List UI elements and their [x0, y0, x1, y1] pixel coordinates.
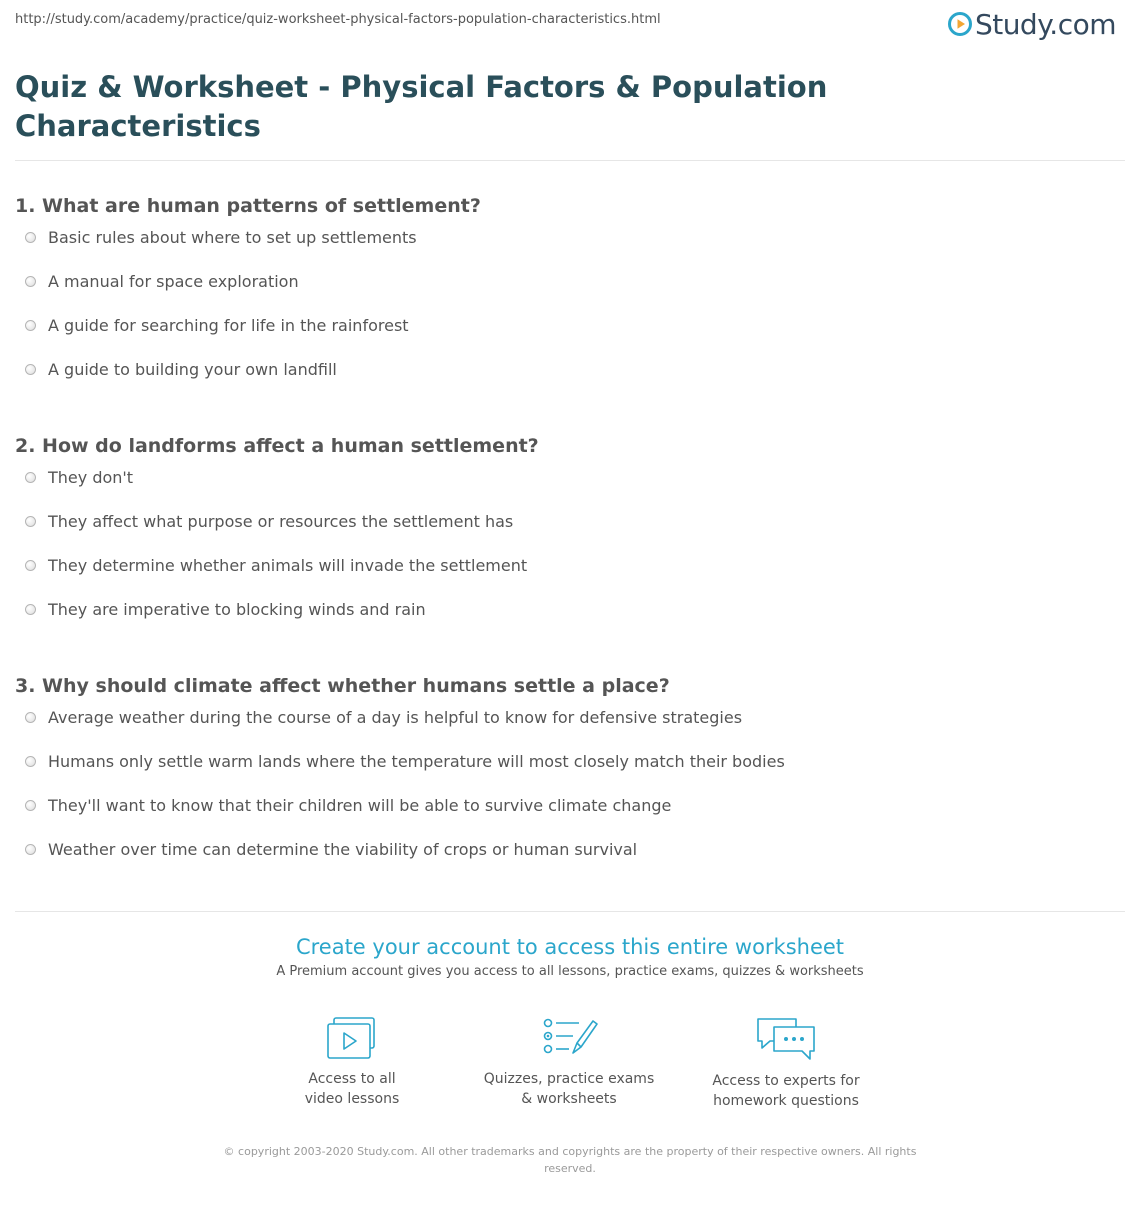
- answer-label: Humans only settle warm lands where the temperature will most closely match their bodies: [48, 752, 785, 771]
- radio-button[interactable]: [25, 756, 36, 767]
- title-divider: [15, 160, 1125, 161]
- answer-option[interactable]: [15, 316, 417, 360]
- answer-label: Weather over time can determine the viability of crops or human survival: [48, 840, 638, 859]
- answer-option[interactable]: [15, 272, 417, 316]
- question-text: 2. How do landforms affect a human settlement?: [15, 435, 539, 457]
- answer-option[interactable]: [15, 512, 527, 556]
- radio-button[interactable]: [25, 560, 36, 571]
- answer-label: A guide for searching for life in the rainforest: [48, 316, 409, 335]
- chat-bubbles-icon: [754, 1015, 818, 1063]
- answer-option[interactable]: [15, 600, 527, 644]
- page-title: Quiz & Worksheet - Physical Factors & Population Characteristics: [15, 70, 828, 143]
- feature-quizzes: [469, 1015, 669, 1109]
- page-url: http://study.com/academy/practice/quiz-worksheet-physical-factors-population-characteristics.html: [15, 12, 661, 27]
- play-circle-icon: [948, 12, 972, 36]
- signup-promo: [0, 932, 1140, 979]
- question-3: [15, 674, 1115, 859]
- study-logo[interactable]: [948, 6, 1116, 42]
- question-text: 1. What are human patterns of settlement?: [15, 195, 481, 217]
- answer-options: [15, 228, 417, 404]
- radio-button[interactable]: [25, 712, 36, 723]
- promo-subtitle: A Premium account gives you access to all lessons, practice exams, quizzes & worksheets: [276, 964, 864, 979]
- answer-label: They'll want to know that their children will be able to survive climate change: [48, 796, 672, 815]
- radio-button[interactable]: [25, 232, 36, 243]
- answer-option[interactable]: [15, 556, 527, 600]
- answer-label: They determine whether animals will invade the settlement: [48, 556, 528, 575]
- feature-label: Access to experts for homework questions: [712, 1073, 860, 1109]
- radio-button[interactable]: [25, 472, 36, 483]
- answer-label: They don't: [48, 468, 134, 487]
- quiz-checklist-icon: [539, 1015, 599, 1061]
- answer-option[interactable]: [15, 468, 527, 512]
- feature-label: Access to all video lessons: [304, 1071, 400, 1107]
- question-text: 3. Why should climate affect whether humans settle a place?: [15, 675, 670, 697]
- radio-button[interactable]: [25, 844, 36, 855]
- radio-button[interactable]: [25, 516, 36, 527]
- question-2: [15, 434, 1115, 619]
- logo-text: Study.com: [974, 7, 1116, 41]
- answer-label: They are imperative to blocking winds and rain: [48, 600, 426, 619]
- create-account-link[interactable]: Create your account to access this entire worksheet: [295, 935, 845, 959]
- answer-label: Basic rules about where to set up settlements: [48, 228, 417, 247]
- video-lessons-icon: [324, 1015, 380, 1061]
- copyright-notice: © copyright 2003-2020 Study.com. All other trademarks and copyrights are the property of their respective owners. All rights reserved.: [223, 1145, 917, 1175]
- answer-option[interactable]: [15, 360, 417, 404]
- content-divider: [15, 911, 1125, 912]
- question-1: [15, 194, 1115, 379]
- radio-button[interactable]: [25, 364, 36, 375]
- radio-button[interactable]: [25, 320, 36, 331]
- answer-label: They affect what purpose or resources the settlement has: [48, 512, 514, 531]
- radio-button[interactable]: [25, 604, 36, 615]
- answer-option[interactable]: [15, 840, 785, 884]
- radio-button[interactable]: [25, 276, 36, 287]
- answer-option[interactable]: [15, 708, 785, 752]
- answer-options: [15, 468, 527, 644]
- feature-video-lessons: [252, 1015, 452, 1109]
- answer-option[interactable]: [15, 796, 785, 840]
- feature-experts: [686, 1015, 886, 1111]
- answer-label: A guide to building your own landfill: [48, 360, 337, 379]
- answer-label: Average weather during the course of a day is helpful to know for defensive strategies: [48, 708, 743, 727]
- answer-option[interactable]: [15, 752, 785, 796]
- answer-options: [15, 708, 785, 884]
- top-bar: [0, 0, 1140, 50]
- answer-label: A manual for space exploration: [48, 272, 299, 291]
- feature-label: Quizzes, practice exams & worksheets: [483, 1071, 655, 1107]
- answer-option[interactable]: [15, 228, 417, 272]
- radio-button[interactable]: [25, 800, 36, 811]
